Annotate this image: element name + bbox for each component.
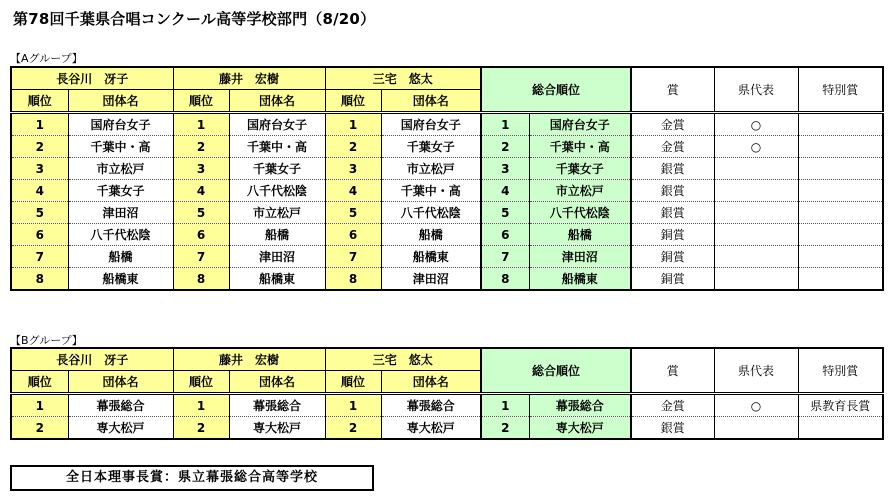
- table-row: [11, 202, 883, 224]
- group-name-header: 団体名: [229, 371, 325, 394]
- overall-group-name-cell: 船橋東: [529, 268, 631, 291]
- special-prize-cell: [798, 202, 883, 224]
- judge1-rank-cell: 4: [11, 180, 68, 202]
- judge3-group-name-cell: 国府台女子: [381, 113, 481, 136]
- overall-group-name-cell: 市立松戸: [529, 180, 631, 202]
- judge3-rank-cell: 5: [325, 202, 381, 224]
- overall-rank-header: 総合順位: [481, 348, 631, 394]
- prefecture-rep-header: 県代表: [714, 348, 798, 394]
- judge3-rank-cell: 1: [325, 394, 381, 417]
- overall-rank-header: 総合順位: [481, 67, 631, 113]
- rank-header: 順位: [325, 90, 381, 113]
- judge2-rank-cell: 6: [173, 224, 229, 246]
- group-a-results-table: [10, 66, 884, 291]
- prefecture-rep-cell: [714, 268, 798, 291]
- special-prize-cell: [798, 246, 883, 268]
- judge3-group-name-cell: 船橋東: [381, 246, 481, 268]
- group-name-header: 団体名: [381, 371, 481, 394]
- judge3-group-name-cell: 津田沼: [381, 268, 481, 291]
- judge3-group-name-cell: 千葉女子: [381, 136, 481, 158]
- group-a-label: 【Aグループ】: [10, 52, 83, 65]
- prize-cell: 銅賞: [631, 246, 714, 268]
- judge-header-1: 長谷川 冴子: [11, 348, 173, 371]
- judge2-rank-cell: 1: [173, 113, 229, 136]
- judge1-rank-cell: 1: [11, 394, 68, 417]
- group-name-header: 団体名: [68, 90, 173, 113]
- judge3-group-name-cell: 八千代松陰: [381, 202, 481, 224]
- judge1-rank-cell: 8: [11, 268, 68, 291]
- judge2-rank-cell: 4: [173, 180, 229, 202]
- table-row: [11, 136, 883, 158]
- prefecture-rep-cell: [714, 224, 798, 246]
- special-prize-cell: [798, 136, 883, 158]
- prize-cell: 銅賞: [631, 224, 714, 246]
- rank-header: 順位: [173, 371, 229, 394]
- prefecture-rep-cell: [714, 246, 798, 268]
- judge1-rank-cell: 3: [11, 158, 68, 180]
- prefecture-rep-cell: ○: [714, 136, 798, 158]
- judge2-group-name-cell: 国府台女子: [229, 113, 325, 136]
- judge2-group-name-cell: 津田沼: [229, 246, 325, 268]
- overall-group-name-cell: 幕張総合: [529, 394, 631, 417]
- page-title: 第78回千葉県合唱コンクール高等学校部門（8/20）: [13, 10, 376, 28]
- prefecture-rep-cell: ○: [714, 113, 798, 136]
- judge3-rank-cell: 7: [325, 246, 381, 268]
- judge1-group-name-cell: 八千代松陰: [68, 224, 173, 246]
- judge3-rank-cell: 6: [325, 224, 381, 246]
- special-prize-cell: [798, 158, 883, 180]
- rank-header: 順位: [173, 90, 229, 113]
- prefecture-rep-cell: [714, 202, 798, 224]
- prize-cell: 銀賞: [631, 417, 714, 440]
- table-row: [11, 268, 883, 291]
- judge2-rank-cell: 5: [173, 202, 229, 224]
- judge2-group-name-cell: 千葉中・高: [229, 136, 325, 158]
- prize-header: 賞: [631, 67, 714, 113]
- judge3-rank-cell: 1: [325, 113, 381, 136]
- judge-header-2: 藤井 宏樹: [173, 348, 325, 371]
- rank-header: 順位: [11, 371, 68, 394]
- judge1-group-name-cell: 千葉女子: [68, 180, 173, 202]
- judge2-rank-cell: 2: [173, 136, 229, 158]
- judge1-group-name-cell: 専大松戸: [68, 417, 173, 440]
- special-prize-cell: [798, 268, 883, 291]
- prize-cell: 銅賞: [631, 268, 714, 291]
- judge1-rank-cell: 2: [11, 417, 68, 440]
- judge2-group-name-cell: 千葉女子: [229, 158, 325, 180]
- judge1-group-name-cell: 国府台女子: [68, 113, 173, 136]
- prefecture-rep-header: 県代表: [714, 67, 798, 113]
- judge3-rank-cell: 3: [325, 158, 381, 180]
- judge2-group-name-cell: 船橋: [229, 224, 325, 246]
- table-row: [11, 158, 883, 180]
- judge3-group-name-cell: 千葉中・高: [381, 180, 481, 202]
- judge1-rank-cell: 5: [11, 202, 68, 224]
- table-row: [11, 394, 883, 417]
- judge3-group-name-cell: 市立松戸: [381, 158, 481, 180]
- overall-rank-cell: 1: [481, 113, 529, 136]
- overall-rank-cell: 2: [481, 136, 529, 158]
- special-prize-header: 特別賞: [798, 67, 883, 113]
- judge3-rank-cell: 2: [325, 136, 381, 158]
- prize-cell: 銀賞: [631, 158, 714, 180]
- rank-header: 順位: [11, 90, 68, 113]
- prefecture-rep-cell: [714, 417, 798, 440]
- prize-cell: 銀賞: [631, 180, 714, 202]
- judge2-rank-cell: 1: [173, 394, 229, 417]
- judge1-group-name-cell: 津田沼: [68, 202, 173, 224]
- group-name-header: 団体名: [381, 90, 481, 113]
- judge1-group-name-cell: 市立松戸: [68, 158, 173, 180]
- overall-rank-cell: 2: [481, 417, 529, 440]
- special-prize-cell: 県教育長賞: [798, 394, 883, 417]
- judge3-rank-cell: 8: [325, 268, 381, 291]
- judge1-group-name-cell: 千葉中・高: [68, 136, 173, 158]
- judge3-rank-cell: 2: [325, 417, 381, 440]
- judge3-group-name-cell: 幕張総合: [381, 394, 481, 417]
- judge1-group-name-cell: 幕張総合: [68, 394, 173, 417]
- overall-group-name-cell: 船橋: [529, 224, 631, 246]
- overall-rank-cell: 3: [481, 158, 529, 180]
- group-name-header: 団体名: [229, 90, 325, 113]
- prize-cell: 金賞: [631, 113, 714, 136]
- prize-header: 賞: [631, 348, 714, 394]
- judge1-group-name-cell: 船橋東: [68, 268, 173, 291]
- table-row: [11, 417, 883, 440]
- overall-rank-cell: 6: [481, 224, 529, 246]
- table-row: [11, 113, 883, 136]
- table-row: [11, 224, 883, 246]
- prize-cell: 金賞: [631, 394, 714, 417]
- special-prize-header: 特別賞: [798, 348, 883, 394]
- judge3-group-name-cell: 専大松戸: [381, 417, 481, 440]
- special-prize-cell: [798, 224, 883, 246]
- judge2-group-name-cell: 船橋東: [229, 268, 325, 291]
- judge1-rank-cell: 2: [11, 136, 68, 158]
- judge2-rank-cell: 3: [173, 158, 229, 180]
- judge3-group-name-cell: 船橋: [381, 224, 481, 246]
- special-prize-cell: [798, 180, 883, 202]
- judge2-group-name-cell: 八千代松陰: [229, 180, 325, 202]
- prefecture-rep-cell: ○: [714, 394, 798, 417]
- judge2-group-name-cell: 市立松戸: [229, 202, 325, 224]
- judge2-rank-cell: 7: [173, 246, 229, 268]
- table-row: [11, 246, 883, 268]
- overall-group-name-cell: 千葉中・高: [529, 136, 631, 158]
- judge3-rank-cell: 4: [325, 180, 381, 202]
- overall-rank-cell: 7: [481, 246, 529, 268]
- overall-rank-cell: 8: [481, 268, 529, 291]
- overall-group-name-cell: 八千代松陰: [529, 202, 631, 224]
- special-prize-cell: [798, 113, 883, 136]
- overall-rank-cell: 5: [481, 202, 529, 224]
- judge2-rank-cell: 2: [173, 417, 229, 440]
- judge2-group-name-cell: 専大松戸: [229, 417, 325, 440]
- prize-cell: 金賞: [631, 136, 714, 158]
- judge2-rank-cell: 8: [173, 268, 229, 291]
- group-b-label: 【Bグループ】: [10, 334, 83, 347]
- overall-group-name-cell: 千葉女子: [529, 158, 631, 180]
- judge2-group-name-cell: 幕張総合: [229, 394, 325, 417]
- group-name-header: 団体名: [68, 371, 173, 394]
- judge1-group-name-cell: 船橋: [68, 246, 173, 268]
- judge-header-1: 長谷川 冴子: [11, 67, 173, 90]
- table-row: [11, 180, 883, 202]
- overall-group-name-cell: 津田沼: [529, 246, 631, 268]
- overall-rank-cell: 4: [481, 180, 529, 202]
- prefecture-rep-cell: [714, 158, 798, 180]
- prize-cell: 銀賞: [631, 202, 714, 224]
- overall-rank-cell: 1: [481, 394, 529, 417]
- judge-header-2: 藤井 宏樹: [173, 67, 325, 90]
- judge-header-3: 三宅 悠太: [325, 348, 481, 371]
- judge1-rank-cell: 7: [11, 246, 68, 268]
- judge1-rank-cell: 1: [11, 113, 68, 136]
- overall-group-name-cell: 国府台女子: [529, 113, 631, 136]
- special-prize-cell: [798, 417, 883, 440]
- judge1-rank-cell: 6: [11, 224, 68, 246]
- all-japan-chairman-award: 全日本理事長賞：県立幕張総合高等学校: [10, 465, 374, 491]
- group-b-results-table: [10, 347, 884, 440]
- judge-header-3: 三宅 悠太: [325, 67, 481, 90]
- overall-group-name-cell: 専大松戸: [529, 417, 631, 440]
- prefecture-rep-cell: [714, 180, 798, 202]
- rank-header: 順位: [325, 371, 381, 394]
